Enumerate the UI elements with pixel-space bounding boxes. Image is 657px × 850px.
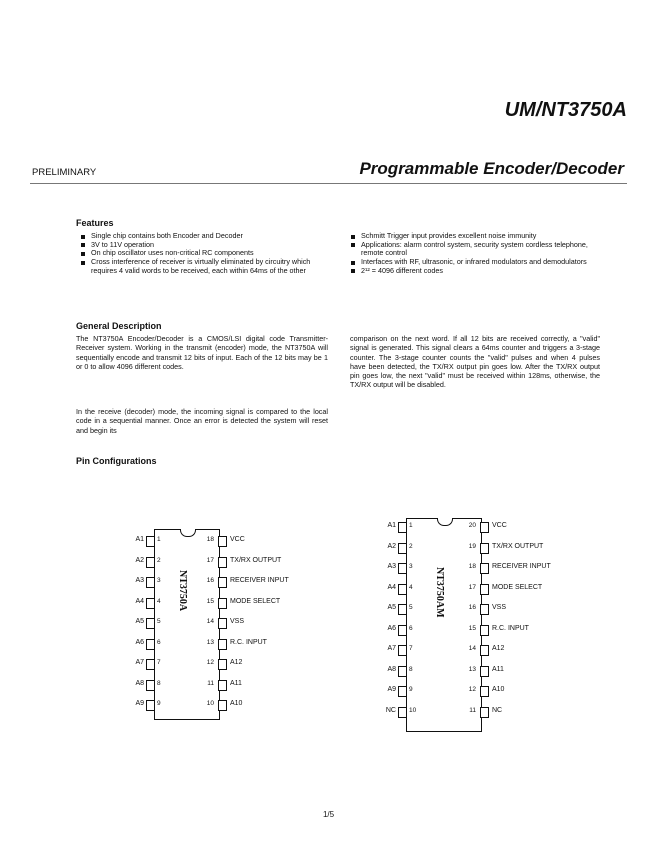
general-description-heading: General Description [76,321,162,331]
pin-name: VSS [230,618,245,625]
pin-box [218,618,227,629]
pin-name: VCC [492,522,507,529]
pin-number: 18 [206,536,214,543]
pin-box [398,543,407,554]
pin-name: R.C. INPUT [230,638,267,646]
pin-name: MODE SELECT [492,583,543,591]
features-list-right [350,232,600,276]
feature-item: 2¹² = 4096 different codes [350,267,600,276]
pin-box [146,700,155,711]
pin-number: 12 [468,686,476,693]
pin-box [218,700,227,711]
pin-name: A2 [387,542,396,550]
pin-box [480,686,489,697]
pin-box [146,680,155,691]
chip-notch [437,518,453,526]
pin-name: VSS [492,604,507,611]
chip-notch [180,529,196,537]
pin-name: A3 [135,577,144,584]
pin-name: RECEIVER INPUT [230,577,289,584]
pin-name: A2 [135,556,144,564]
pin-name: A9 [135,700,144,707]
feature-item: Single chip contains both Encoder and Decoder [80,232,324,241]
pin-number: 3 [157,577,161,584]
pin-name: A6 [387,624,396,632]
pin-number: 14 [468,645,476,652]
document-subtitle: Programmable Encoder/Decoder [359,159,624,178]
pin-number: 1 [409,522,413,529]
chip-label-20: NT3750AM [434,567,445,618]
pin-name: VCC [230,536,245,543]
general-description-paragraph-3: comparison on the next word. If all 12 bits are received correctly, a "valid" signal is generated. This signal clears a 64ms counter and triggers a 3-stage counter. The 3-stage counter counts the "valid" pulses and when 4 pulses have been detected, the TX/RX output pin goes low. After the TX/RX output pin goes low, the next "valid" must be received within 128ms, otherwise, the TX/RX output will be disabled. [350,334,600,390]
pin-number: 16 [468,604,476,611]
pin-number: 6 [157,638,161,646]
pin-number: 4 [409,583,413,591]
pin-number: 9 [157,700,161,707]
feature-item: On chip oscillator uses non-critical RC components [80,249,324,258]
pin-number: 17 [468,583,476,591]
pin-number: 11 [207,679,214,687]
pin-box [480,604,489,615]
features-heading: Features [76,218,114,228]
pin-box [146,536,155,547]
pin-number: 16 [206,577,214,584]
pin-name: A1 [135,536,144,543]
pin-number: 8 [157,679,161,687]
pin-box [398,625,407,636]
pin-name: R.C. INPUT [492,624,529,632]
features-list-left [80,232,324,276]
pin-number: 2 [409,542,413,550]
pin-name: MODE SELECT [230,597,281,605]
pin-box [398,563,407,574]
pin-box [398,666,407,677]
pin-name: A10 [492,686,505,693]
pin-box [146,577,155,588]
pin-number: 18 [468,563,476,570]
pin-name: A7 [387,645,396,652]
feature-item: Schmitt Trigger input provides excellent noise immunity [350,232,600,241]
pin-box [398,645,407,656]
feature-item: 3V to 11V operation [80,241,324,250]
feature-item: Interfaces with RF, ultrasonic, or infrared modulators and demodulators [350,258,600,267]
pin-number: 13 [468,665,476,673]
pin-box [480,645,489,656]
pin-number: 8 [409,665,413,673]
pin-name: A5 [387,604,396,611]
pin-name: A1 [387,522,396,529]
pin-box [218,577,227,588]
pin-name: A10 [230,700,243,707]
pin-box [218,680,227,691]
pin-number: 6 [409,624,413,632]
pin-name: TX/RX OUTPUT [492,542,544,550]
general-description-paragraph-2: In the receive (decoder) mode, the incoming signal is compared to the local code in a sequential manner. Once an error is detected the system will reset and begin its [76,407,328,435]
pin-name: A3 [387,563,396,570]
pin-name: A12 [492,645,505,652]
pin-number: 1 [157,536,161,543]
pin-box [398,686,407,697]
feature-item: Applications: alarm control system, security system cordless telephone, remote control [350,241,600,258]
pin-box [146,598,155,609]
pin-number: 13 [206,638,214,646]
pin-name: A11 [230,679,242,687]
pin-box [146,618,155,629]
pin-box [398,707,407,718]
pin-box [146,639,155,650]
general-description-paragraph-1: The NT3750A Encoder/Decoder is a CMOS/LSI digital code Transmitter-Receiver system. Working in the transmit (encoder) mode, the NT3750A will sequentially encode and transmit 12 bits of input. Each of the 12 bits may be 1 or 0 to allow 4096 different codes. [76,334,328,371]
pin-box [480,522,489,533]
pin-number: 15 [206,597,214,605]
pin-box [480,666,489,677]
pin-box [480,625,489,636]
pin-box [218,536,227,547]
pin-name: A6 [135,638,144,646]
pin-box [146,659,155,670]
pin-name: A5 [135,618,144,625]
pin-number: 9 [409,686,413,693]
pin-configurations-heading: Pin Configurations [76,456,157,466]
preliminary-label: PRELIMINARY [32,167,97,178]
pin-name: A4 [135,597,144,605]
pin-number: 15 [468,624,476,632]
pin-number: 20 [468,522,476,529]
pin-box [480,563,489,574]
page-number: 1/5 [322,810,335,819]
pin-name: A4 [387,583,396,591]
pin-number: 14 [206,618,214,625]
pin-number: 7 [157,659,161,666]
pin-number: 10 [206,700,214,707]
pin-box [398,522,407,533]
pin-number: 3 [409,563,413,570]
pin-name: A11 [492,665,504,673]
pin-name: TX/RX OUTPUT [230,556,282,564]
pin-box [218,659,227,670]
pin-number: 4 [157,597,161,605]
pin-box [398,604,407,615]
pin-number: 5 [157,618,161,625]
pin-box [218,557,227,568]
pin-box [480,584,489,595]
pin-name: A7 [135,659,144,666]
pin-name: NC [492,706,503,714]
pin-number: 17 [206,556,214,564]
pin-number: 10 [409,706,417,714]
pin-number: 7 [409,645,413,652]
pin-name: NC [385,706,396,714]
pin-name: A8 [387,665,396,673]
chip-label-18: NT3750A [177,570,188,612]
header-rule [30,183,627,184]
pin-box [218,639,227,650]
pin-name: A8 [135,679,144,687]
pin-number: 2 [157,556,161,564]
pin-box [480,707,489,718]
pin-box [146,557,155,568]
pin-box [218,598,227,609]
pin-box [398,584,407,595]
pin-name: A12 [230,659,243,666]
pin-box [480,543,489,554]
part-number-title: UM/NT3750A [504,99,627,121]
feature-item: Cross interference of receiver is virtually eliminated by circuitry which requires 4 valid words to be received, each within 64ms of the other [80,258,324,275]
pin-number: 5 [409,604,413,611]
pin-number: 12 [206,659,214,666]
pin-number: 19 [468,542,476,550]
pin-number: 11 [469,706,476,714]
pin-name: A9 [387,686,396,693]
pin-name: RECEIVER INPUT [492,563,551,570]
